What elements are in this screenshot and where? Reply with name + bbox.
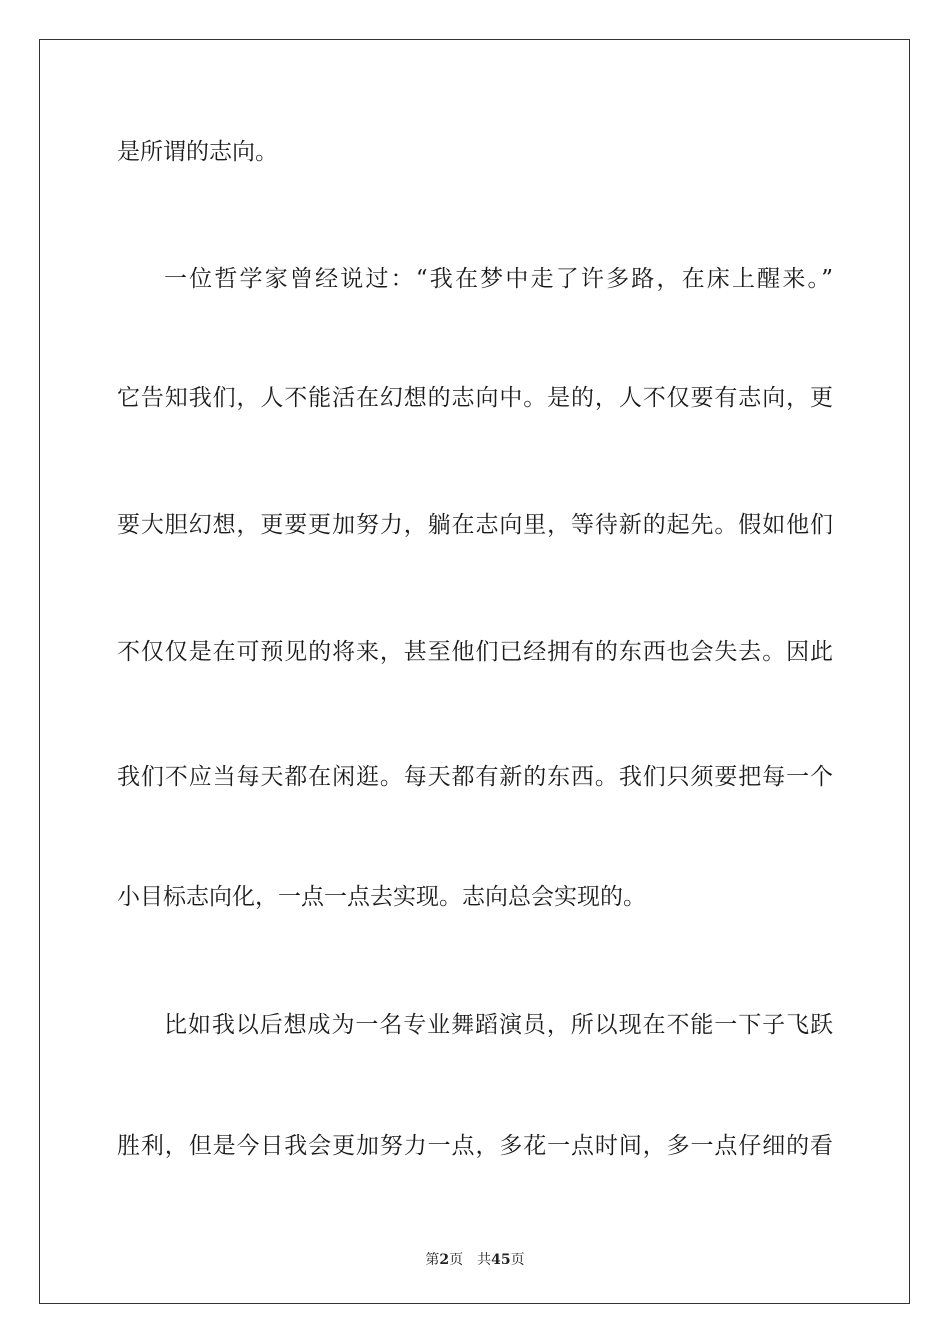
text-line-8: 比如我以后想成为一名专业舞蹈演员，所以现在不能一下子飞跃 [164,1012,833,1038]
text-line-9: 胜利，但是今日我会更加努力一点，多花一点时间，多一点仔细的看 [117,1133,833,1159]
page-border [39,39,910,1304]
text-line-3: 它告知我们，人不能活在幻想的志向中。是的，人不仅要有志向，更 [117,385,833,411]
text-line-5: 不仅仅是在可预见的将来，甚至他们已经拥有的东西也会失去。因此 [117,639,833,665]
text-line-2: 一位哲学家曾经说过：“我在梦中走了许多路，在床上醒来。” [164,266,833,292]
text-line-4: 要大胆幻想，更要更加努力，躺在志向里，等待新的起先。假如他们 [117,512,833,538]
page-number: 2 [439,1252,450,1268]
text-line-6: 我们不应当每天都在闲逛。每天都有新的东西。我们只须要把每一个 [117,764,833,790]
page-suffix: 页 [449,1252,464,1268]
text-line-1: 是所谓的志向。 [117,139,278,165]
page-footer [0,1249,950,1269]
text-line-7: 小目标志向化，一点一点去实现。志向总会实现的。 [117,884,646,910]
total-pages: 45 [491,1252,511,1268]
page-prefix: 第 [425,1252,440,1268]
total-suffix: 页 [510,1252,525,1268]
total-prefix: 共 [477,1252,492,1268]
